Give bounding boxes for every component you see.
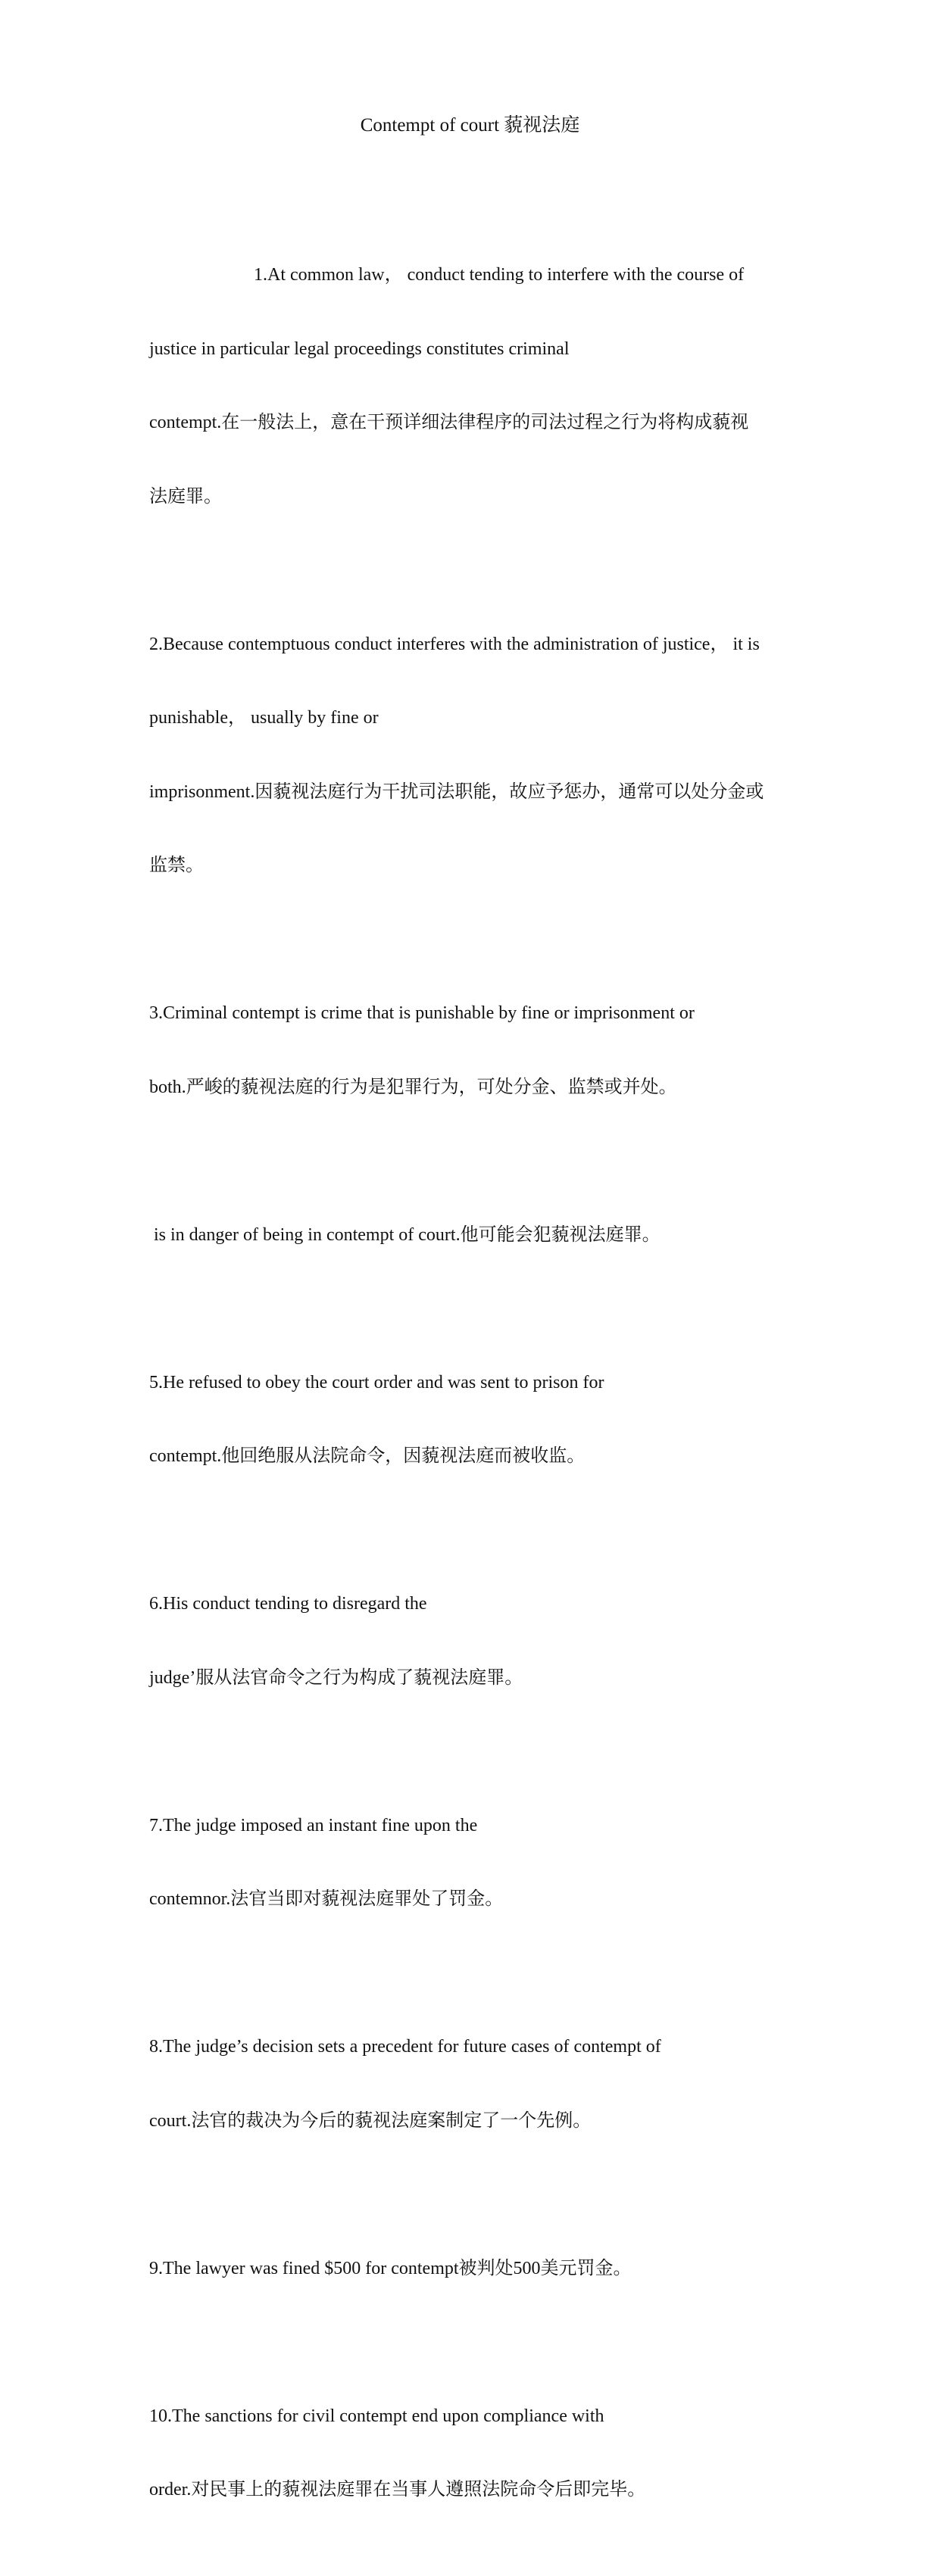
paragraph-5 (149, 1321, 816, 1518)
text-line: judge’服从法官命令之行为构成了藐视法庭罪。 (149, 1667, 523, 1688)
text-line: punishable， usually by fine or (149, 708, 379, 728)
text-line: 3.Criminal contempt is crime that is punishable by fine or imprisonment or (149, 1003, 695, 1023)
text-line: contempt.他回绝服从法院命令，因藐视法庭而被收监。 (149, 1446, 586, 1466)
document-body (149, 214, 816, 2576)
text-line: court.法官的裁决为今后的藐视法庭案制定了一个先例。 (149, 2110, 592, 2131)
paragraph-6 (149, 1542, 816, 1739)
paragraph-2 (149, 583, 816, 928)
text-line: 监禁。 (149, 856, 204, 875)
paragraph-3 (149, 952, 816, 1149)
text-line: order.对民事上的藐视法庭罪在当事人遵照法院命令后即完毕。 (149, 2480, 646, 2500)
paragraph-8 (149, 1985, 816, 2182)
text-line: 9.The lawyer was fined $500 for contempt被判处500美元罚金。 (149, 2258, 632, 2278)
text-line: justice in particular legal proceedings constitutes criminal (149, 338, 570, 359)
text-line: imprisonment.因藐视法庭行为干扰司法职能，故应予惩办，通常可以处分金或 (149, 781, 764, 802)
text-line: contemnor.法官当即对藐视法庭罪处了罚金。 (149, 1889, 504, 1909)
text-line: 7.The judge imposed an instant fine upon the (149, 1815, 478, 1835)
paragraph-9 (149, 2207, 816, 2331)
text-line: 8.The judge’s decision sets a precedent for future cases of contempt of (149, 2037, 661, 2057)
text-line: contempt.在一般法上，意在干预详细法律程序的司法过程之行为将构成藐视 (149, 413, 749, 432)
paragraph-7 (149, 1764, 816, 1961)
document-title: Contempt of court 藐视法庭 (360, 115, 580, 136)
text-line: both.严峻的藐视法庭的行为是犯罪行为，可处分金、监禁或并处。 (149, 1077, 677, 1097)
text-line: 法庭罪。 (149, 486, 222, 507)
text-line: is in danger of being in contempt of court.他可能会犯藐视法庭罪。 (149, 1224, 660, 1245)
text-line: 1.At common law， conduct tending to interfere with the course of (149, 265, 745, 285)
paragraph-10 (149, 2355, 816, 2552)
paragraph-1 (149, 214, 816, 558)
text-line: 6.His conduct tending to disregard the (149, 1594, 427, 1614)
paragraph-4 (149, 1174, 816, 1297)
text-line: 10.The sanctions for civil contempt end upon compliance with (149, 2406, 604, 2426)
text-line: 2.Because contemptuous conduct interferes with the administration of justice， it is (149, 634, 760, 654)
text-line: 5.He refused to obey the court order and was sent to prison for (149, 1372, 604, 1392)
